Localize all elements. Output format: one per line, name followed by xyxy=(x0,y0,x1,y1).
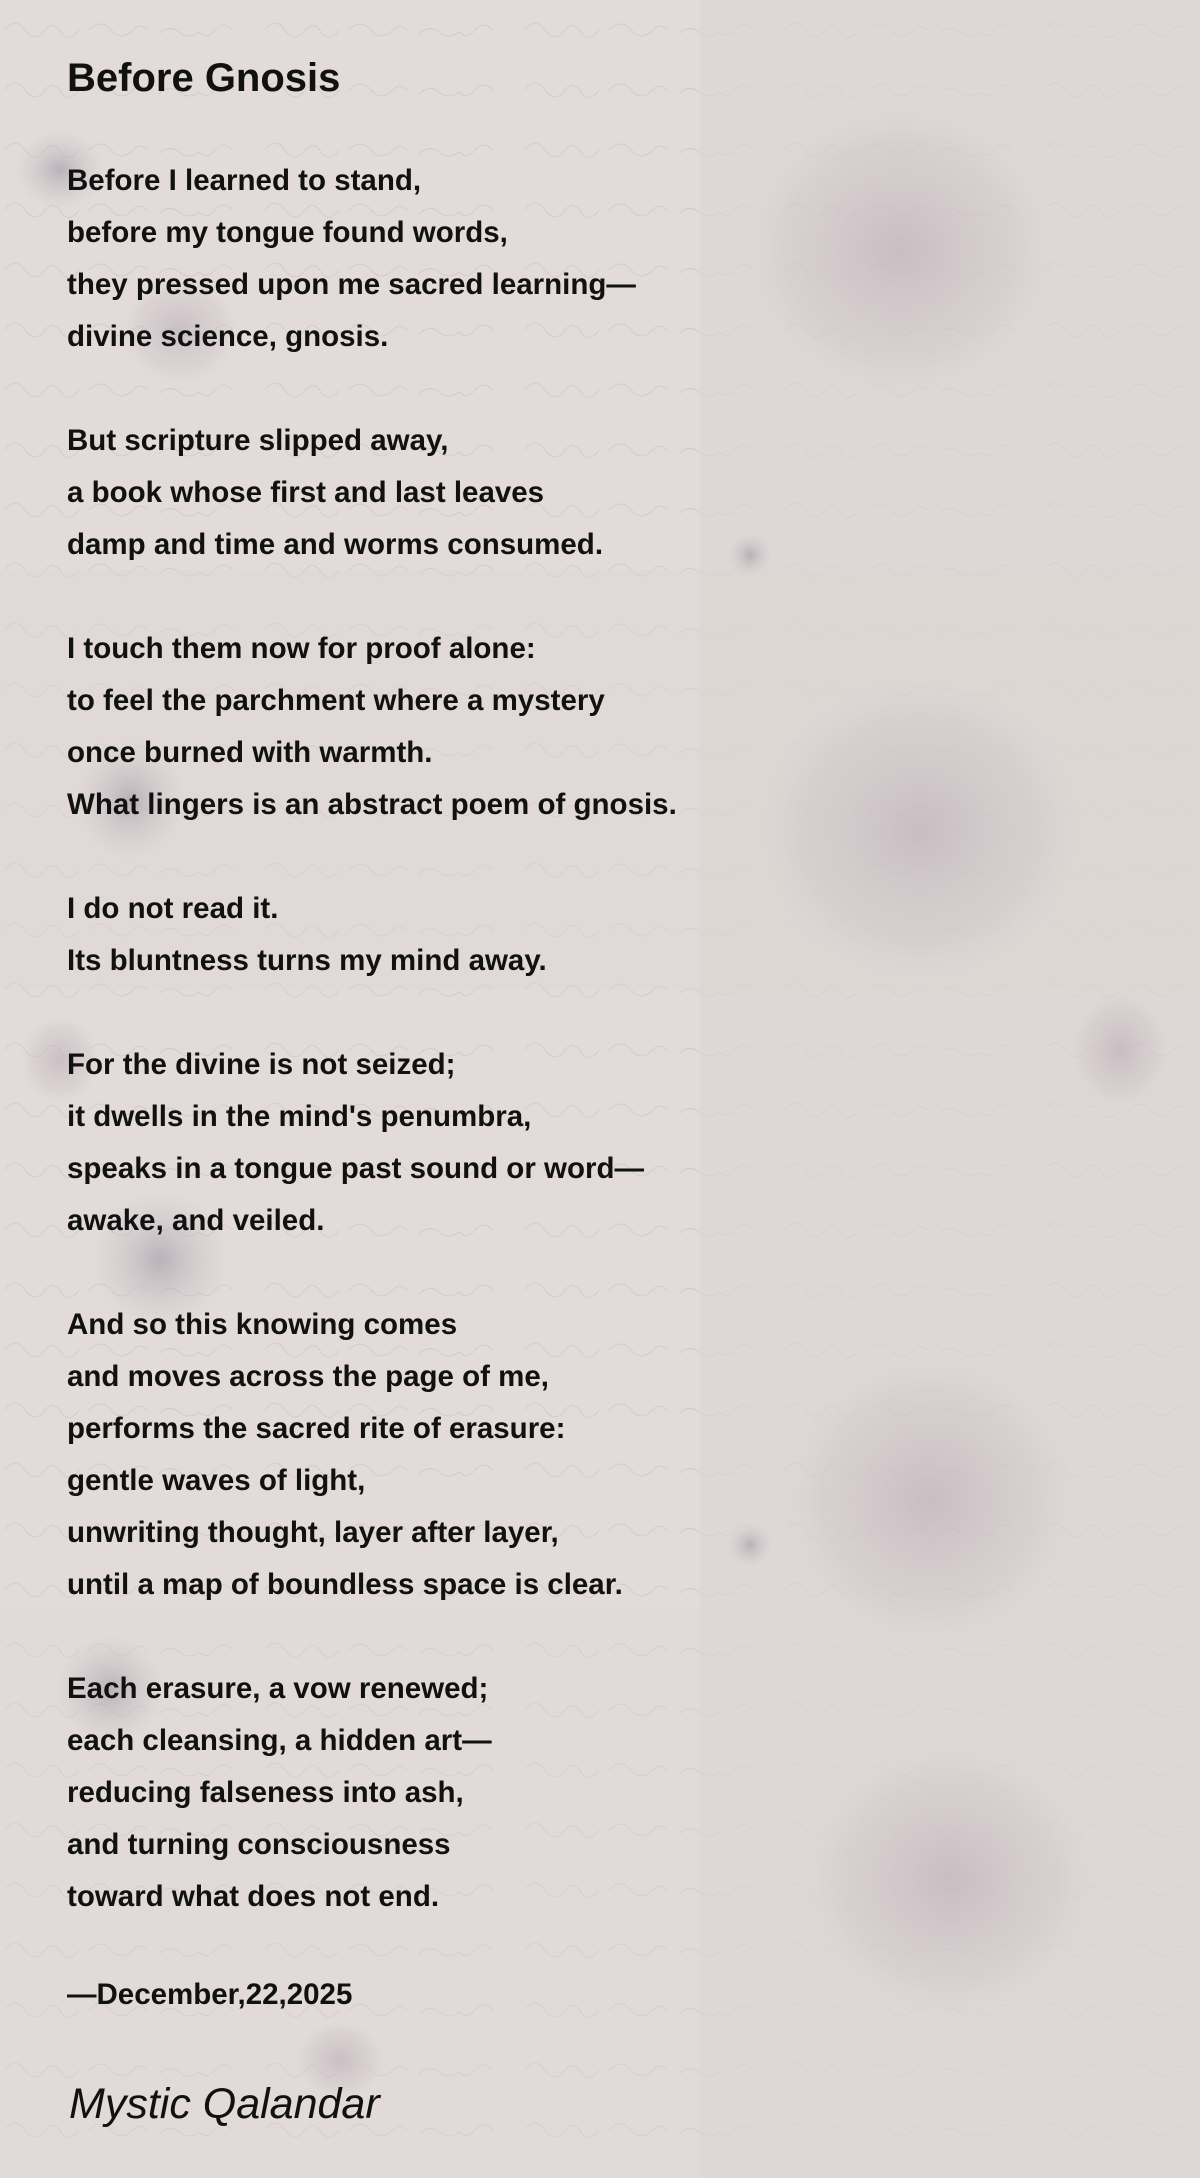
poem-line: unwriting thought, layer after layer, xyxy=(67,1516,559,1549)
poem-line: until a map of boundless space is clear. xyxy=(67,1568,623,1601)
poem-date: —December,22,2025 xyxy=(67,1978,353,2011)
poem-author: Mystic Qalandar xyxy=(69,2080,380,2128)
stanza xyxy=(67,415,677,571)
poem-body xyxy=(67,155,677,1975)
poem-line: it dwells in the mind's penumbra, xyxy=(67,1100,532,1133)
poem-line: once burned with warmth. xyxy=(67,736,433,769)
poem-line: And so this knowing comes xyxy=(67,1308,458,1341)
poem-line: a book whose first and last leaves xyxy=(67,476,545,509)
poem-title: Before Gnosis xyxy=(67,56,341,100)
poem-line: What lingers is an abstract poem of gnosis. xyxy=(67,788,677,821)
poem-line: to feel the parchment where a mystery xyxy=(67,684,605,717)
poem-line: performs the sacred rite of erasure: xyxy=(67,1412,566,1445)
poem-line: speaks in a tongue past sound or word— xyxy=(67,1152,644,1185)
poem-line: they pressed upon me sacred learning— xyxy=(67,268,636,301)
poem-line: I touch them now for proof alone: xyxy=(67,632,536,665)
poem-line: Its bluntness turns my mind away. xyxy=(67,944,547,977)
poem-line: toward what does not end. xyxy=(67,1880,440,1913)
stanza xyxy=(67,1299,677,1611)
poem-line: damp and time and worms consumed. xyxy=(67,528,604,561)
stanza xyxy=(67,1039,677,1247)
poem-line: divine science, gnosis. xyxy=(67,320,389,353)
poem-line: For the divine is not seized; xyxy=(67,1048,456,1081)
poem-line: I do not read it. xyxy=(67,892,279,925)
poem-line: each cleansing, a hidden art— xyxy=(67,1724,492,1757)
stanza xyxy=(67,155,677,363)
poem-line: reducing falseness into ash, xyxy=(67,1776,464,1809)
stanza xyxy=(67,623,677,831)
poem-line: awake, and veiled. xyxy=(67,1204,325,1237)
stanza xyxy=(67,883,677,987)
poem-line: Each erasure, a vow renewed; xyxy=(67,1672,489,1705)
poem-line: and turning consciousness xyxy=(67,1828,451,1861)
poem-line: before my tongue found words, xyxy=(67,216,508,249)
poem-line: and moves across the page of me, xyxy=(67,1360,549,1393)
poem-line: gentle waves of light, xyxy=(67,1464,366,1497)
poem-line: Before I learned to stand, xyxy=(67,164,422,197)
stanza xyxy=(67,1663,677,1923)
poem-line: But scripture slipped away, xyxy=(67,424,449,457)
